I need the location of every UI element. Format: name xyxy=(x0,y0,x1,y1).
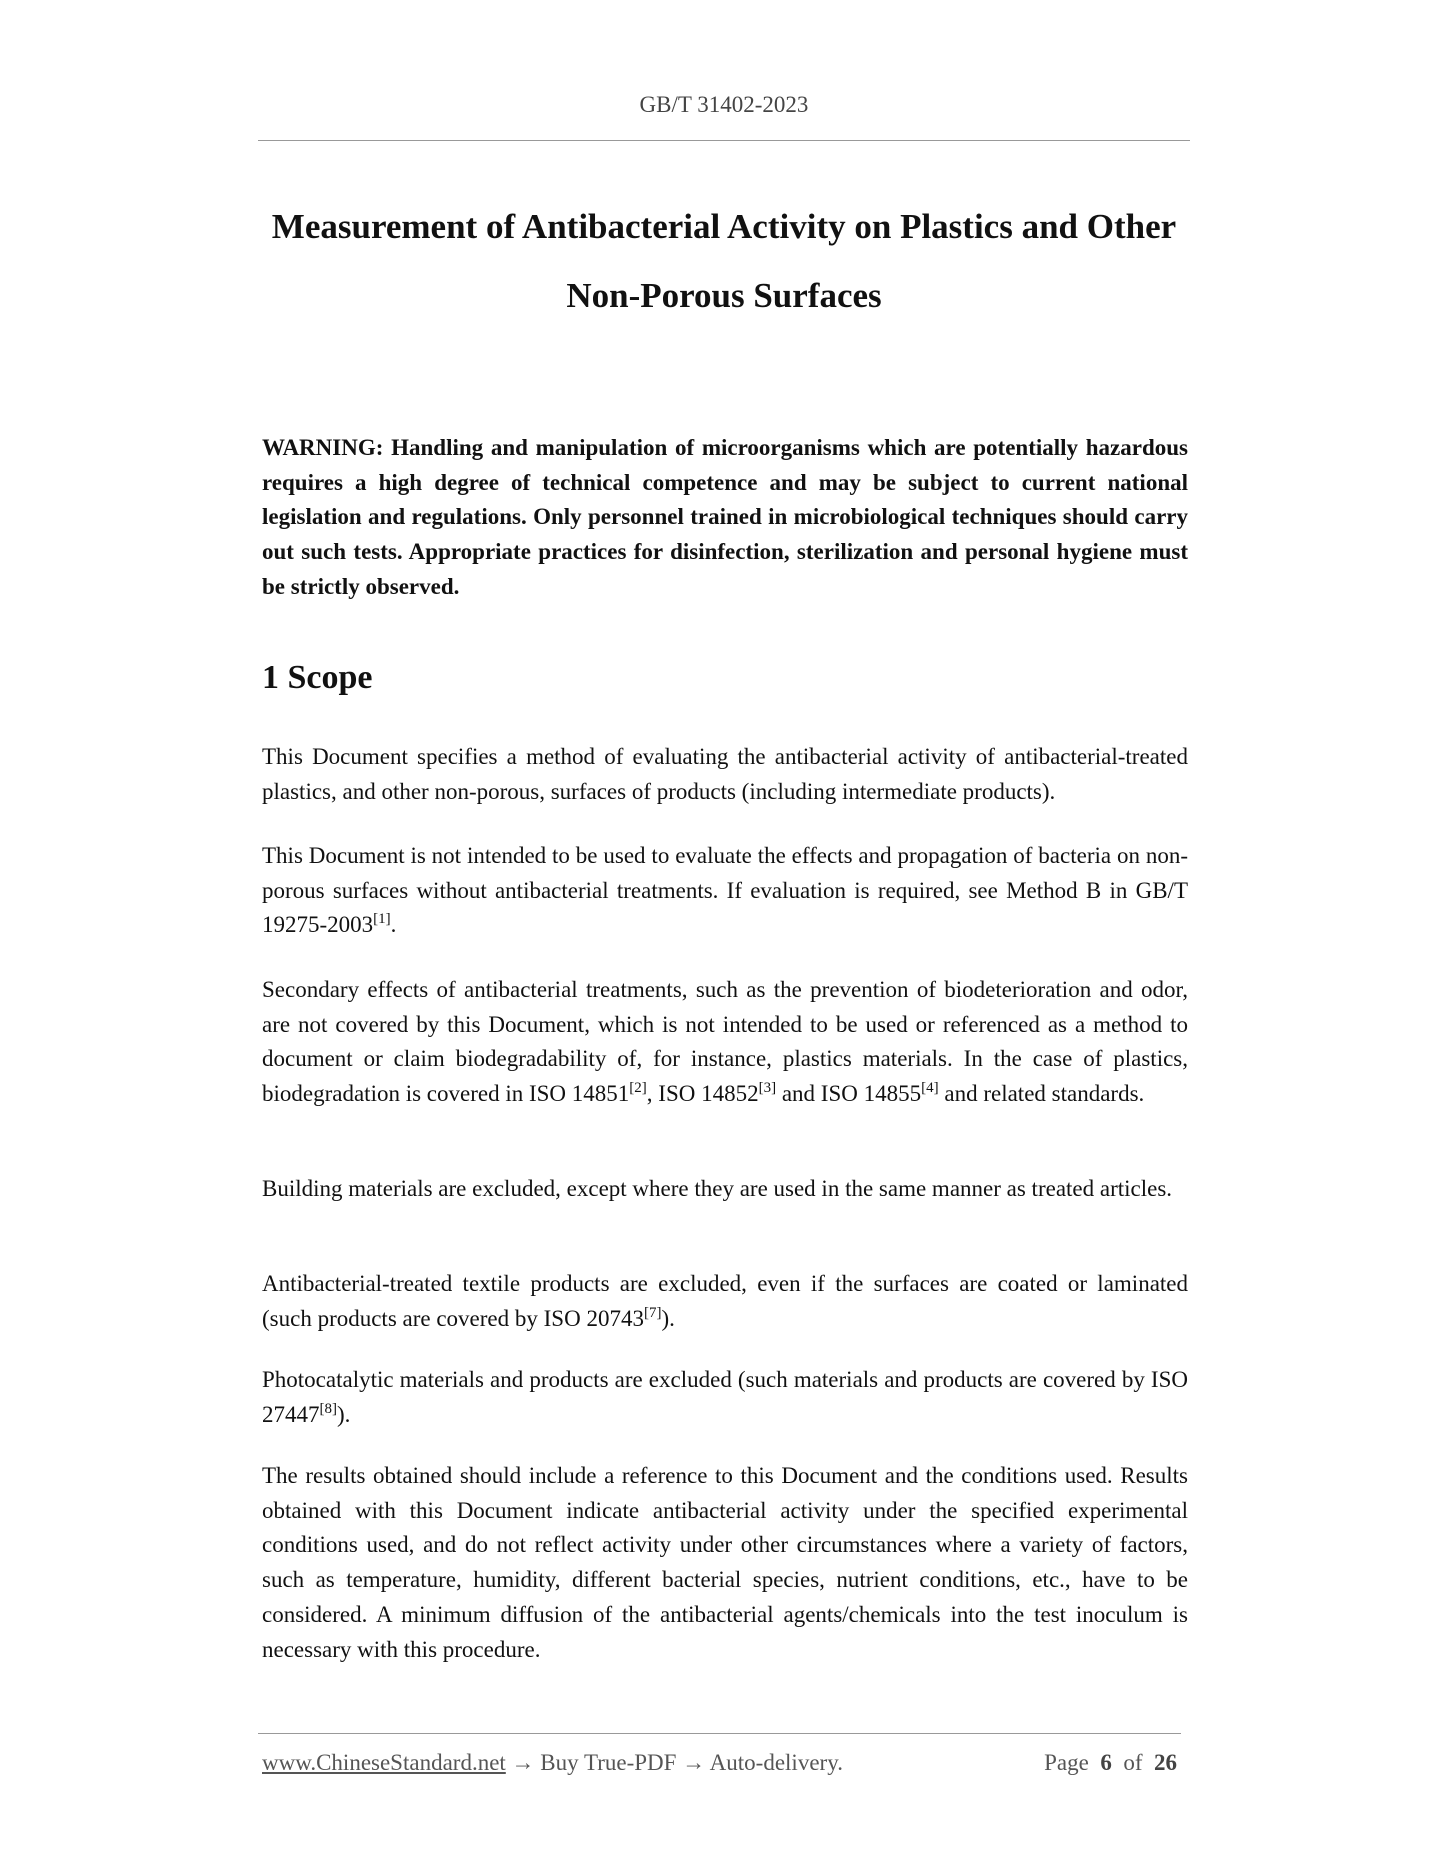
footer-divider xyxy=(258,1733,1181,1734)
current-page-number: 6 xyxy=(1100,1750,1112,1775)
title-line-1: Measurement of Antibacterial Activity on Plastics and Other xyxy=(271,207,1177,246)
title-line-2: Non-Porous Surfaces xyxy=(566,276,882,315)
scope-paragraph-1: This Document specifies a method of evaluating the antibacterial activity of antibacterial-treated plastics, and other non-porous, surfaces of products (including intermediate products). xyxy=(262,744,1188,804)
reference-7: [7] xyxy=(643,1304,662,1321)
reference-8: [8] xyxy=(319,1400,337,1417)
scope-paragraph-5 xyxy=(262,1267,1188,1336)
scope-paragraph-6 xyxy=(262,1363,1188,1432)
paragraph-text: This Document is not intended to be used to evaluate the effects and propagation of bacteria on non-porous surfaces without antibacterial treatments. If evaluation is required, see Method B in GB/T 19275-2003 xyxy=(262,843,1188,938)
arrow-right-icon: → xyxy=(511,1750,535,1775)
arrow-right-icon: → xyxy=(682,1750,706,1775)
document-title xyxy=(258,192,1190,330)
footer-promo xyxy=(262,1750,843,1776)
paragraph-text: and ISO 14855 xyxy=(776,1081,922,1107)
reference-1: [1] xyxy=(373,911,391,928)
paragraph-text: Secondary effects of antibacterial treatments, such as the prevention of biodeterioration and odor, are not covered by this Document, which is not intended to be used or referenced as a method to document or claim biodegradability of, for instance, plastics materials. In the case of plastics, biodegradation is covered in ISO 14851 xyxy=(262,977,1188,1107)
total-pages-number: 26 xyxy=(1154,1750,1177,1775)
paragraph-text: Antibacterial-treated textile products are excluded, even if the surfaces are coated or laminated (such products are covered by ISO 20743 xyxy=(262,1271,1188,1331)
page-indicator xyxy=(1044,1750,1177,1776)
reference-3: [3] xyxy=(758,1080,777,1097)
buy-pdf-text: Buy True-PDF xyxy=(540,1750,677,1775)
paragraph-text: . xyxy=(390,912,397,938)
paragraph-text: ). xyxy=(337,1401,351,1427)
scope-paragraph-7: The results obtained should include a reference to this Document and the conditions used. Results obtained with this Document indicate antibacterial activity under the specified experimental conditions used, and do not reflect activity under other circumstances where a variety of factors, such as temperature, humidity, different bacterial species, nutrient conditions, etc., have to be considered. A minimum diffusion of the antibacterial agents/chemicals into the test inoculum is necessary with this procedure. xyxy=(262,1463,1188,1662)
auto-delivery-text: Auto-delivery. xyxy=(709,1750,843,1775)
reference-4: [4] xyxy=(921,1080,939,1097)
warning-notice: WARNING: Handling and manipulation of microorganisms which are potentially hazardous requires a high degree of technical competence and may be subject to current national legislation and regulations. Only personnel trained in microbiological techniques should carry out such tests. Appropriate practices for disinfection, sterilization and personal hygiene must be strictly observed. xyxy=(262,435,1188,599)
reference-2: [2] xyxy=(629,1080,647,1097)
document-code-header: GB/T 31402-2023 xyxy=(639,92,809,117)
of-label: of xyxy=(1123,1750,1143,1775)
scope-paragraph-3 xyxy=(262,973,1188,1112)
page-label: Page xyxy=(1044,1750,1089,1775)
scope-paragraph-2 xyxy=(262,839,1188,943)
header-divider xyxy=(258,140,1190,141)
scope-paragraph-4: Building materials are excluded, except where they are used in the same manner as treated articles. xyxy=(262,1176,1173,1201)
paragraph-text: Photocatalytic materials and products are excluded (such materials and products are covered by ISO 27447 xyxy=(262,1367,1188,1427)
paragraph-text: ). xyxy=(661,1305,675,1331)
section-heading-scope: 1 Scope xyxy=(262,659,373,696)
paragraph-text: , ISO 14852 xyxy=(646,1081,759,1107)
website-link[interactable]: www.ChineseStandard.net xyxy=(262,1750,506,1775)
paragraph-text: and related standards. xyxy=(938,1081,1145,1107)
